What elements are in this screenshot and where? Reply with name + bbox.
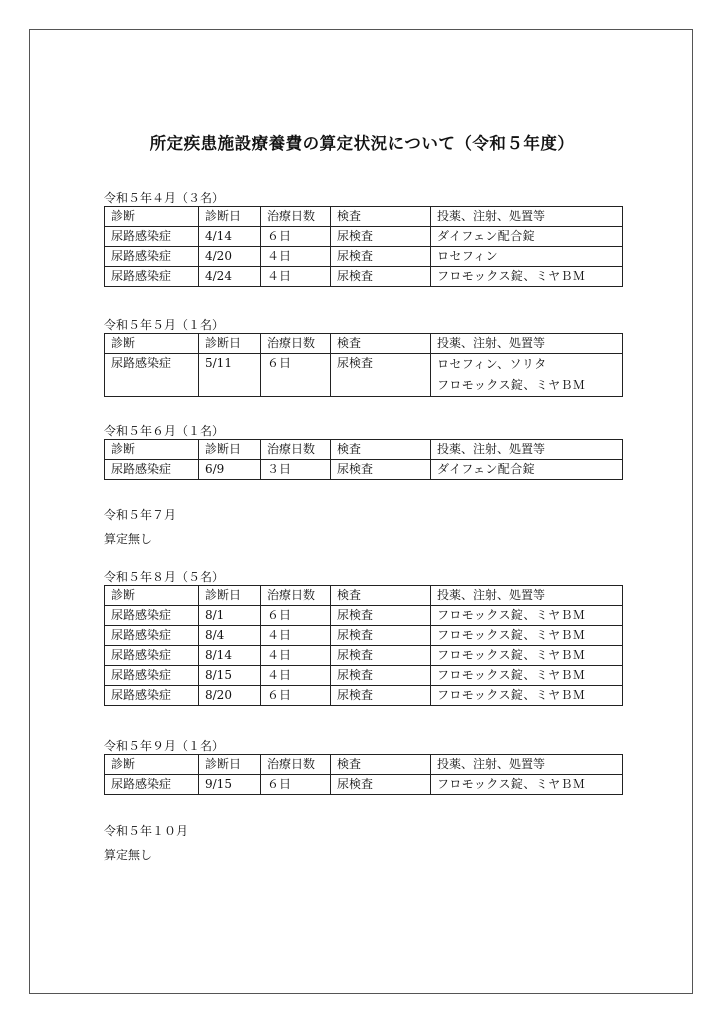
- cell-date: 4/20: [199, 247, 261, 267]
- header-diagnosis: 診断: [105, 440, 199, 460]
- data-table: [104, 754, 623, 795]
- header-treatment: 投薬、注射、処置等: [431, 586, 623, 606]
- section-note: 算定無し: [104, 532, 153, 546]
- month-section: [104, 823, 624, 863]
- cell-days: ４日: [261, 626, 331, 646]
- cell-treatment: ダイフェン配合錠: [431, 460, 623, 480]
- header-date: 診断日: [199, 440, 261, 460]
- header-test: 検査: [331, 440, 431, 460]
- section-heading: 令和５年１０月: [104, 824, 189, 838]
- cell-test: 尿検査: [331, 606, 431, 626]
- header-days: 治療日数: [261, 440, 331, 460]
- cell-test: 尿検査: [331, 354, 431, 397]
- cell-date: 5/11: [199, 354, 261, 397]
- section-heading: 令和５年９月（１名）: [104, 739, 225, 753]
- cell-days: ６日: [261, 354, 331, 397]
- section-heading: 令和５年４月（３名）: [104, 191, 225, 205]
- cell-days: ４日: [261, 267, 331, 287]
- header-diagnosis: 診断: [105, 207, 199, 227]
- cell-test: 尿検査: [331, 460, 431, 480]
- table-header-row: [105, 755, 623, 775]
- header-test: 検査: [331, 334, 431, 354]
- header-treatment: 投薬、注射、処置等: [431, 440, 623, 460]
- header-diagnosis: 診断: [105, 586, 199, 606]
- header-date: 診断日: [199, 586, 261, 606]
- table-header-row: [105, 334, 623, 354]
- header-date: 診断日: [199, 207, 261, 227]
- cell-days: ６日: [261, 775, 331, 795]
- header-date: 診断日: [199, 755, 261, 775]
- header-days: 治療日数: [261, 586, 331, 606]
- cell-days: ３日: [261, 460, 331, 480]
- cell-diagnosis: 尿路感染症: [105, 606, 199, 626]
- table-header-row: [105, 586, 623, 606]
- cell-date: 9/15: [199, 775, 261, 795]
- cell-diagnosis: 尿路感染症: [105, 666, 199, 686]
- table-row: [105, 666, 623, 686]
- cell-treatment: ロセフィン: [431, 247, 623, 267]
- cell-treatment: フロモックス錠、ミヤＢＭ: [431, 626, 623, 646]
- cell-test: 尿検査: [331, 626, 431, 646]
- month-section: [104, 190, 624, 287]
- header-diagnosis: 診断: [105, 755, 199, 775]
- cell-line: フロモックス錠、ミヤＢＭ: [437, 378, 586, 392]
- header-days: 治療日数: [261, 207, 331, 227]
- cell-days: ４日: [261, 666, 331, 686]
- table-row: [105, 775, 623, 795]
- table-row: [105, 460, 623, 480]
- cell-diagnosis: 尿路感染症: [105, 460, 199, 480]
- cell-line: ロセフィン、ソリタ: [437, 357, 547, 371]
- cell-treatment: [431, 354, 623, 397]
- table-row: [105, 227, 623, 247]
- cell-treatment: フロモックス錠、ミヤＢＭ: [431, 686, 623, 706]
- cell-date: 8/4: [199, 626, 261, 646]
- document-title: 所定疾患施設療養費の算定状況について（令和５年度）: [149, 134, 575, 153]
- cell-test: 尿検査: [331, 686, 431, 706]
- cell-days: ６日: [261, 686, 331, 706]
- cell-treatment: フロモックス錠、ミヤＢＭ: [431, 606, 623, 626]
- section-heading: 令和５年７月: [104, 508, 177, 522]
- cell-date: 8/20: [199, 686, 261, 706]
- table-row: [105, 354, 623, 397]
- cell-test: 尿検査: [331, 666, 431, 686]
- section-note: 算定無し: [104, 848, 153, 862]
- cell-diagnosis: 尿路感染症: [105, 247, 199, 267]
- cell-diagnosis: 尿路感染症: [105, 626, 199, 646]
- cell-diagnosis: 尿路感染症: [105, 686, 199, 706]
- cell-diagnosis: 尿路感染症: [105, 267, 199, 287]
- data-table: [104, 333, 623, 397]
- month-section: [104, 569, 624, 706]
- header-treatment: 投薬、注射、処置等: [431, 755, 623, 775]
- cell-treatment: フロモックス錠、ミヤＢＭ: [431, 646, 623, 666]
- table-row: [105, 646, 623, 666]
- cell-treatment: フロモックス錠、ミヤＢＭ: [431, 666, 623, 686]
- table-row: [105, 267, 623, 287]
- table-row: [105, 626, 623, 646]
- cell-date: 6/9: [199, 460, 261, 480]
- cell-date: 8/15: [199, 666, 261, 686]
- cell-treatment: フロモックス錠、ミヤＢＭ: [431, 775, 623, 795]
- month-section: [104, 317, 624, 397]
- cell-date: 4/14: [199, 227, 261, 247]
- month-section: [104, 738, 624, 795]
- section-heading: 令和５年５月（１名）: [104, 318, 225, 332]
- header-treatment: 投薬、注射、処置等: [431, 207, 623, 227]
- cell-test: 尿検査: [331, 775, 431, 795]
- cell-days: ４日: [261, 247, 331, 267]
- cell-test: 尿検査: [331, 267, 431, 287]
- cell-test: 尿検査: [331, 646, 431, 666]
- month-section: [104, 507, 624, 547]
- cell-diagnosis: 尿路感染症: [105, 775, 199, 795]
- table-header-row: [105, 207, 623, 227]
- table-row: [105, 606, 623, 626]
- data-table: [104, 585, 623, 706]
- cell-days: ４日: [261, 646, 331, 666]
- header-test: 検査: [331, 755, 431, 775]
- cell-diagnosis: 尿路感染症: [105, 354, 199, 397]
- header-treatment: 投薬、注射、処置等: [431, 334, 623, 354]
- data-table: [104, 206, 623, 287]
- cell-days: ６日: [261, 227, 331, 247]
- cell-diagnosis: 尿路感染症: [105, 646, 199, 666]
- header-days: 治療日数: [261, 334, 331, 354]
- cell-diagnosis: 尿路感染症: [105, 227, 199, 247]
- section-heading: 令和５年６月（１名）: [104, 424, 225, 438]
- table-header-row: [105, 440, 623, 460]
- header-test: 検査: [331, 586, 431, 606]
- table-row: [105, 686, 623, 706]
- table-row: [105, 247, 623, 267]
- cell-date: 4/24: [199, 267, 261, 287]
- data-table: [104, 439, 623, 480]
- header-days: 治療日数: [261, 755, 331, 775]
- cell-treatment: フロモックス錠、ミヤＢＭ: [431, 267, 623, 287]
- month-section: [104, 423, 624, 480]
- cell-test: 尿検査: [331, 247, 431, 267]
- section-heading: 令和５年８月（５名）: [104, 570, 225, 584]
- cell-date: 8/1: [199, 606, 261, 626]
- cell-days: ６日: [261, 606, 331, 626]
- cell-treatment: ダイフェン配合錠: [431, 227, 623, 247]
- cell-test: 尿検査: [331, 227, 431, 247]
- header-diagnosis: 診断: [105, 334, 199, 354]
- cell-date: 8/14: [199, 646, 261, 666]
- header-test: 検査: [331, 207, 431, 227]
- header-date: 診断日: [199, 334, 261, 354]
